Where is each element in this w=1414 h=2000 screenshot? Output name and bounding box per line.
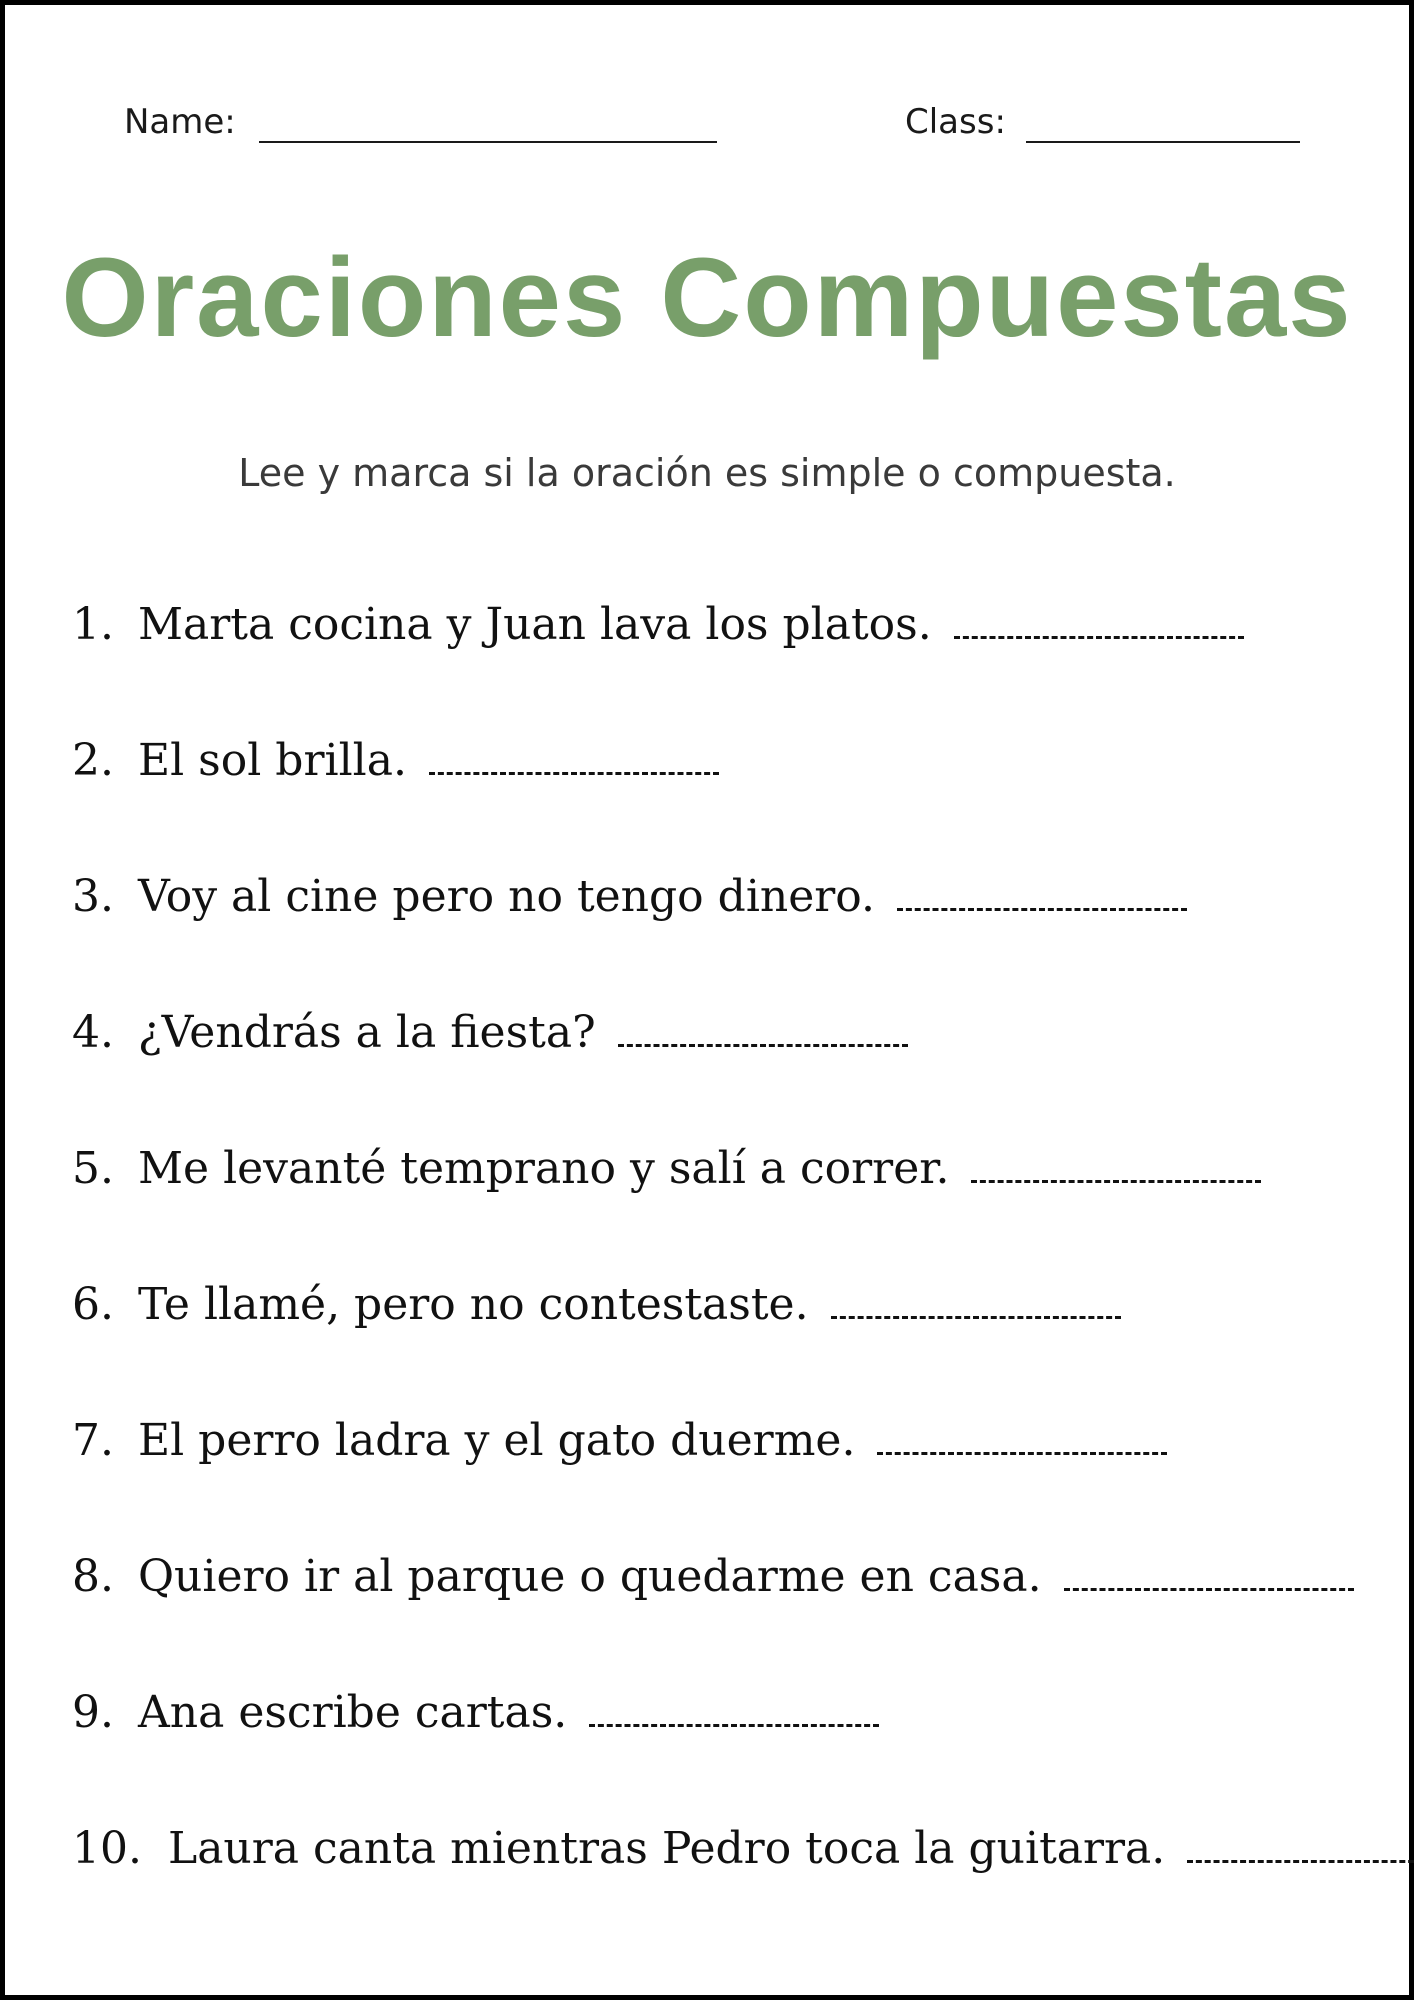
question-number: 9. [72, 1687, 114, 1738]
question-number: 2. [72, 735, 114, 786]
instructions: Lee y marca si la oración es simple o compuesta. [238, 451, 1176, 495]
question-item [72, 1817, 1372, 1953]
answer-blank[interactable] [429, 752, 719, 775]
name-label: Name: [124, 102, 236, 142]
page-title: Oraciones Compuestas [61, 235, 1353, 360]
question-text: Me levanté temprano y salí a correr. [137, 1143, 950, 1194]
question-text: Marta cocina y Juan lava los platos. [137, 599, 932, 650]
question-item [72, 1137, 1372, 1273]
answer-blank[interactable] [1064, 1568, 1354, 1591]
question-text: Ana escribe cartas. [137, 1687, 568, 1738]
answer-blank[interactable] [954, 616, 1244, 639]
question-item [72, 593, 1372, 729]
answer-blank[interactable] [589, 1704, 879, 1727]
answer-blank[interactable] [897, 888, 1187, 911]
name-field[interactable] [259, 141, 717, 143]
question-item [72, 1409, 1372, 1545]
question-number: 7. [72, 1415, 114, 1466]
question-number: 8. [72, 1551, 114, 1602]
question-item [72, 729, 1372, 865]
question-item [72, 1001, 1372, 1137]
question-number: 6. [72, 1279, 114, 1330]
class-label: Class: [905, 102, 1006, 142]
question-number: 4. [72, 1007, 114, 1058]
answer-blank[interactable] [1187, 1840, 1414, 1863]
question-item [72, 865, 1372, 1001]
question-number: 3. [72, 871, 114, 922]
question-item [72, 1273, 1372, 1409]
question-list [72, 593, 1372, 1953]
question-number: 1. [72, 599, 114, 650]
answer-blank[interactable] [877, 1432, 1167, 1455]
class-field[interactable] [1026, 141, 1300, 143]
header-row [5, 97, 1409, 147]
question-text: El perro ladra y el gato duerme. [137, 1415, 856, 1466]
question-number: 5. [72, 1143, 114, 1194]
question-item [72, 1545, 1372, 1681]
answer-blank[interactable] [831, 1296, 1121, 1319]
question-text: Laura canta mientras Pedro toca la guitarra. [167, 1823, 1166, 1874]
question-text: El sol brilla. [137, 735, 407, 786]
question-text: Voy al cine pero no tengo dinero. [137, 871, 876, 922]
question-text: Quiero ir al parque o quedarme en casa. [137, 1551, 1042, 1602]
question-text: Te llamé, pero no contestaste. [137, 1279, 809, 1330]
question-text: ¿Vendrás a la fiesta? [137, 1007, 596, 1058]
question-item [72, 1681, 1372, 1817]
answer-blank[interactable] [971, 1160, 1261, 1183]
answer-blank[interactable] [618, 1024, 908, 1047]
question-number: 10. [72, 1823, 142, 1874]
